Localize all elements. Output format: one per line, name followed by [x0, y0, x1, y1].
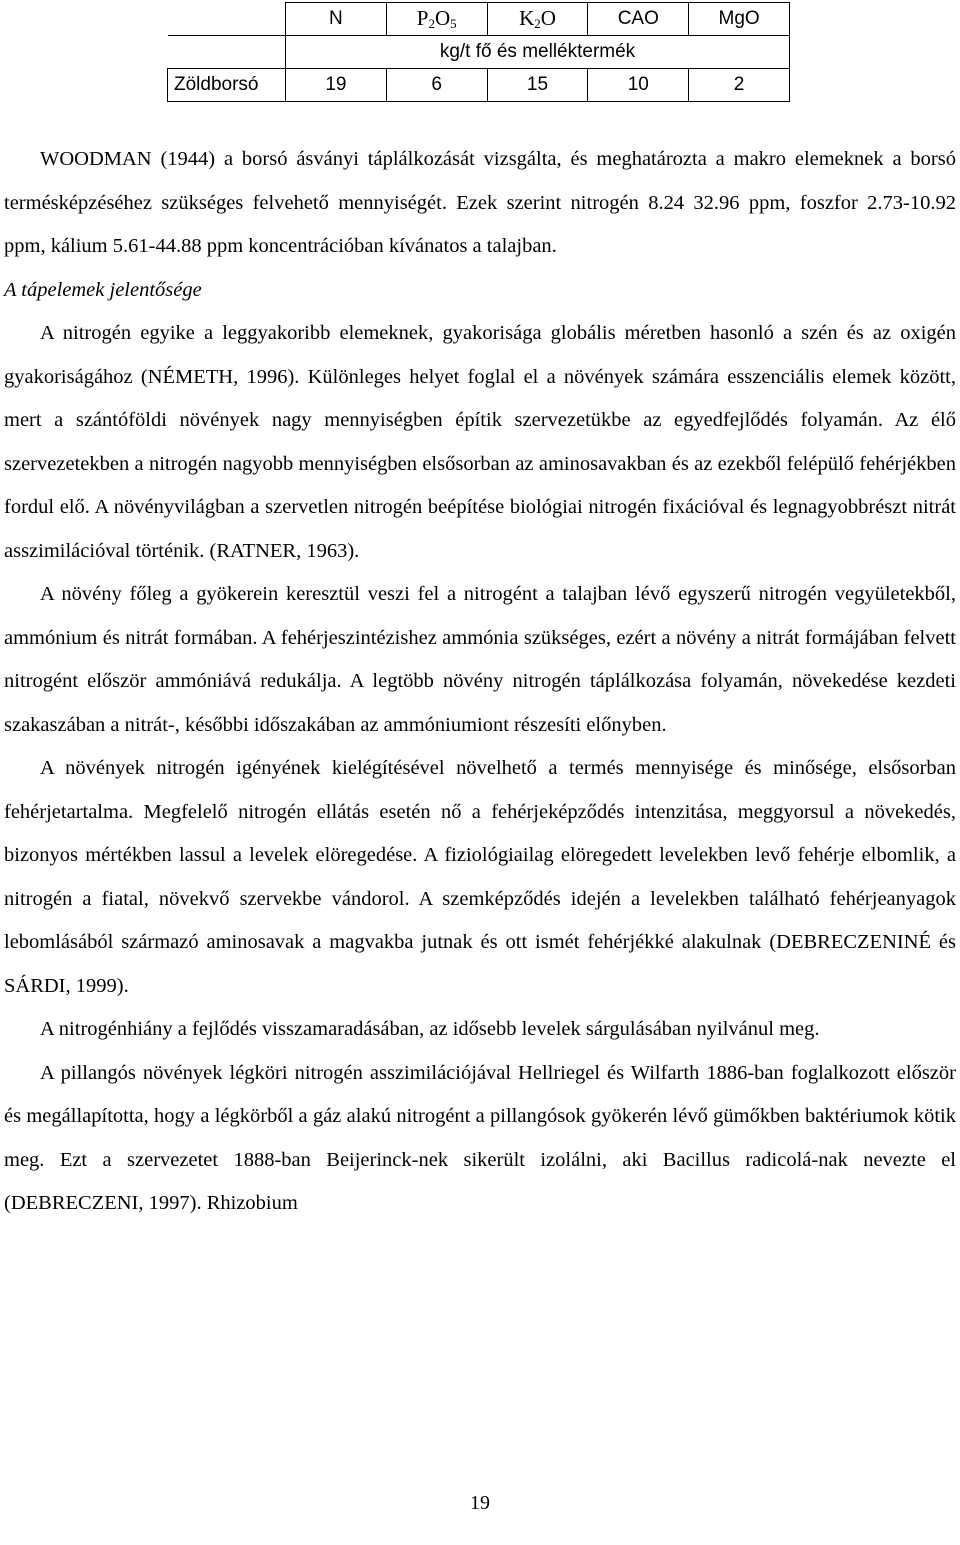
value-mgo: 2 [689, 69, 790, 102]
section-heading: A tápelemek jelentősége [4, 278, 202, 301]
header-p2o5: $P_2O_5$ [386, 3, 487, 36]
header-cao: CAO [588, 3, 689, 36]
paragraph-nitrogen-uptake: A növény főleg a gyökerein keresztül veszi fel a nitrogént a talajban lévő egyszerű nitrogén vegyületekből, ammónium és nitrát formában. A fehérjeszintézishez ammónia szükséges, ezért a növény a nitrát formájában felvett nitrogént először ammóniává redukálja. A legtöbb növény nitrogén táplálkozása folyamán, növekedése kezdeti szakaszában a nitrát-, későbbi időszakában az ammóniumiont részesíti előnyben. [4, 583, 956, 736]
paragraph-nitrogen-deficiency: A nitrogénhiány a fejlődés visszamaradásában, az idősebb levelek sárgulásában nyilvánul meg. [40, 1018, 820, 1040]
value-p2o5: 6 [386, 69, 487, 102]
page-number: 19 [470, 1492, 490, 1514]
table-header-row [168, 3, 790, 36]
table-row [168, 69, 790, 102]
value-k2o: 15 [487, 69, 588, 102]
header-n: N [286, 3, 387, 36]
nutrient-table [167, 2, 790, 102]
paragraph-nitrogen-yield: A növények nitrogén igényének kielégítésével növelhető a termés mennyisége és minősége, elsősorban fehérjetartalma. Megfelelő nitrogén ellátás esetén nő a fehérjeképződés intenzitása, meggyorsul a növekedés, bizonyos mértékben lassul a levelek elöregedése. A fiziológiailag elöregedett levelekben levő fehérje elbomlik, a nitrogén a fiatal, növekvő szervekbe vándorol. A szemképződés idején a levelekben található fehérjeanyagok lebomlásából származó aminosavak a magvakba jutnak és ott ismét fehérjékké alakulnak (DEBRECZENINÉ és SÁRDI, 1999). [4, 757, 956, 997]
table-corner-cell [168, 3, 286, 36]
value-n: 19 [286, 69, 387, 102]
paragraph-nitrogen-intro: A nitrogén egyike a leggyakoribb elemeknek, gyakorisága globális méretben hasonló a szén és az oxigén gyakoriságához (NÉMETH, 1996). Különleges helyet foglal el a növények számára esszenciális elemek között, mert a szántóföldi növények nagy mennyiségben építik szervezetükbe az egyedfejlődés folyamán. Az élő szervezetekben a nitrogén nagyobb mennyiségben elsősorban az aminosavakban és az ezekből felépülő fehérjékben fordul elő. A növényvilágban a szervetlen nitrogén beépítése biológiai nitrogén fixációval és legnagyobbrészt nitrát asszimilációval történik. (RATNER, 1963). [4, 322, 956, 562]
paragraph-legume-fixation: A pillangós növények légköri nitrogén asszimilációjával Hellriegel és Wilfarth 1886-ban foglalkozott először és megállapította, hogy a légkörből a gáz alakú nitrogént a pillangósok gyökerén lévő gümőkben baktériumok kötik meg. Ezt a szervezetet 1888-ban Beijerinck-nek sikerült izolálni, aki Bacillus radicolá-nak nevezte el (DEBRECZENI, 1997). Rhizobium [4, 1061, 956, 1214]
body-text [4, 138, 956, 1226]
table-unit-row [168, 36, 790, 69]
header-k2o: $K_2O$ [487, 3, 588, 36]
value-cao: 10 [588, 69, 689, 102]
header-mgo: MgO [689, 3, 790, 36]
row-label-zoldborso: Zöldborsó [168, 69, 286, 102]
table-unit-label-cell [168, 36, 286, 69]
paragraph-woodman: WOODMAN (1944) a borsó ásványi táplálkozását vizsgálta, és meghatározta a makro elemeknek a borsó termésképzéséhez szükséges felvehető mennyiségét. Ezek szerint nitrogén 8.24 32.96 ppm, foszfor 2.73-10.92 ppm, kálium 5.61-44.88 ppm koncentrációban kívánatos a talajban. [4, 148, 956, 257]
unit-caption: kg/t fő és melléktermék [286, 36, 790, 69]
